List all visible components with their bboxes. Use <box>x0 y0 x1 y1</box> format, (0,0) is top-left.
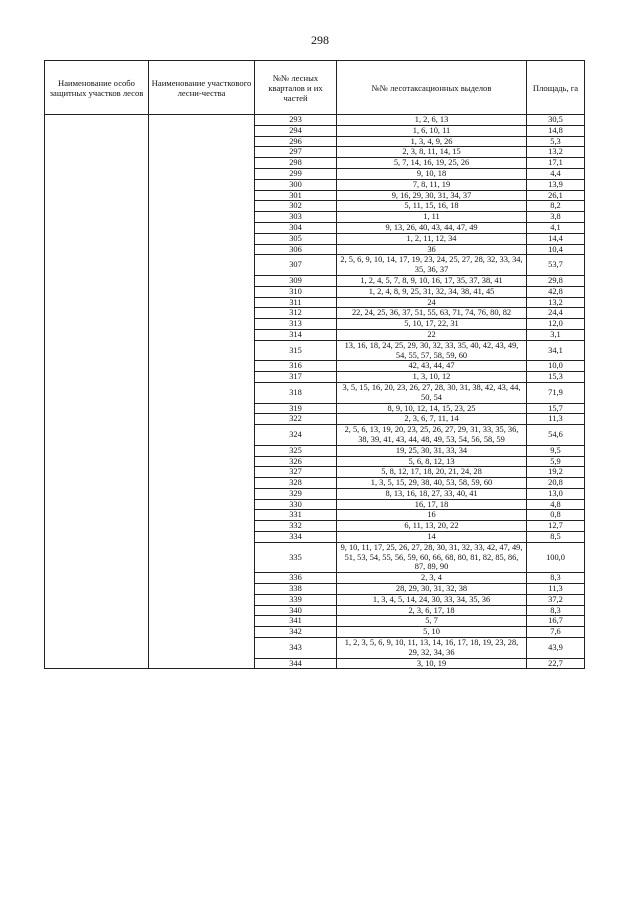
quarter-cell: 334 <box>255 532 337 543</box>
allotments-cell: 3, 5, 15, 16, 20, 23, 26, 27, 28, 30, 31, 38, 42, 43, 44, 50, 54 <box>337 382 527 403</box>
allotments-cell: 36 <box>337 244 527 255</box>
allotments-cell: 22, 24, 25, 36, 37, 51, 55, 63, 71, 74, 76, 80, 82 <box>337 308 527 319</box>
allotments-cell: 2, 5, 6, 9, 10, 14, 17, 19, 23, 24, 25, 27, 28, 32, 33, 34, 35, 36, 37 <box>337 255 527 276</box>
area-cell: 15,7 <box>527 403 585 414</box>
area-cell: 13,2 <box>527 147 585 158</box>
quarter-cell: 327 <box>255 467 337 478</box>
quarter-cell: 304 <box>255 222 337 233</box>
quarter-cell: 335 <box>255 542 337 572</box>
area-cell: 24,4 <box>527 308 585 319</box>
quarter-cell: 336 <box>255 573 337 584</box>
quarter-cell: 301 <box>255 190 337 201</box>
allotments-cell: 9, 10, 11, 17, 25, 26, 27, 28, 30, 31, 32, 33, 42, 47, 49, 51, 53, 54, 55, 56, 59, 60, 66, 68, 80, 81, 82, 85, 86, 87, 89, 90 <box>337 542 527 572</box>
quarter-cell: 339 <box>255 594 337 605</box>
area-cell: 16,7 <box>527 616 585 627</box>
table-body <box>45 115 585 669</box>
quarter-cell: 296 <box>255 136 337 147</box>
allotments-cell: 1, 2, 6, 13 <box>337 115 527 126</box>
allotments-cell: 9, 10, 18 <box>337 168 527 179</box>
allotments-cell: 19, 25, 30, 31, 33, 34 <box>337 445 527 456</box>
area-cell: 26,1 <box>527 190 585 201</box>
allotments-cell: 2, 5, 6, 13, 19, 20, 23, 25, 26, 27, 29, 31, 33, 35, 36, 38, 39, 41, 43, 44, 48, 49, 53, 54, 56, 58, 59 <box>337 425 527 446</box>
header-protected-areas: Наименование особо защитных участков лесов <box>45 61 149 115</box>
allotments-cell: 1, 11 <box>337 212 527 223</box>
allotments-cell: 28, 29, 30, 31, 32, 38 <box>337 584 527 595</box>
allotments-cell: 1, 6, 10, 11 <box>337 125 527 136</box>
area-cell: 8,3 <box>527 573 585 584</box>
quarter-cell: 329 <box>255 488 337 499</box>
allotments-cell: 1, 2, 11, 12, 34 <box>337 233 527 244</box>
area-cell: 13,9 <box>527 179 585 190</box>
area-cell: 100,0 <box>527 542 585 572</box>
forest-plots-table <box>44 60 585 669</box>
header-area: Площадь, га <box>527 61 585 115</box>
quarter-cell: 342 <box>255 627 337 638</box>
area-cell: 10,0 <box>527 361 585 372</box>
allotments-cell: 8, 13, 16, 18, 27, 33, 40, 41 <box>337 488 527 499</box>
allotments-cell: 13, 16, 18, 24, 25, 29, 30, 32, 33, 35, 40, 42, 43, 49, 54, 55, 57, 58, 59, 60 <box>337 340 527 361</box>
area-cell: 22,7 <box>527 658 585 669</box>
header-quarters: №№ лесных кварталов и их частей <box>255 61 337 115</box>
area-cell: 8,2 <box>527 201 585 212</box>
area-cell: 11,3 <box>527 584 585 595</box>
quarter-cell: 297 <box>255 147 337 158</box>
allotments-cell: 5, 10, 17, 22, 31 <box>337 319 527 330</box>
header-allotments: №№ лесотаксационных выделов <box>337 61 527 115</box>
protected-area-cell <box>45 115 149 669</box>
quarter-cell: 313 <box>255 319 337 330</box>
allotments-cell: 9, 16, 29, 30, 31, 34, 37 <box>337 190 527 201</box>
forestry-district-cell <box>149 115 255 669</box>
quarter-cell: 302 <box>255 201 337 212</box>
allotments-cell: 5, 10 <box>337 627 527 638</box>
allotments-cell: 22 <box>337 329 527 340</box>
allotments-cell: 5, 11, 15, 16, 18 <box>337 201 527 212</box>
quarter-cell: 314 <box>255 329 337 340</box>
allotments-cell: 2, 3, 4 <box>337 573 527 584</box>
quarter-cell: 331 <box>255 510 337 521</box>
quarter-cell: 332 <box>255 521 337 532</box>
quarter-cell: 303 <box>255 212 337 223</box>
quarter-cell: 315 <box>255 340 337 361</box>
quarter-cell: 316 <box>255 361 337 372</box>
allotments-cell: 16 <box>337 510 527 521</box>
quarter-cell: 341 <box>255 616 337 627</box>
area-cell: 43,9 <box>527 638 585 659</box>
allotments-cell: 8, 9, 10, 12, 14, 15, 23, 25 <box>337 403 527 414</box>
area-cell: 29,8 <box>527 275 585 286</box>
quarter-cell: 294 <box>255 125 337 136</box>
quarter-cell: 306 <box>255 244 337 255</box>
allotments-cell: 5, 6, 8, 12, 13 <box>337 456 527 467</box>
area-cell: 20,8 <box>527 478 585 489</box>
area-cell: 4,4 <box>527 168 585 179</box>
area-cell: 9,5 <box>527 445 585 456</box>
quarter-cell: 344 <box>255 658 337 669</box>
area-cell: 34,1 <box>527 340 585 361</box>
area-cell: 8,3 <box>527 605 585 616</box>
quarter-cell: 322 <box>255 414 337 425</box>
area-cell: 15,3 <box>527 372 585 383</box>
area-cell: 4,1 <box>527 222 585 233</box>
allotments-cell: 42, 43, 44, 47 <box>337 361 527 372</box>
allotments-cell: 14 <box>337 532 527 543</box>
area-cell: 8,5 <box>527 532 585 543</box>
area-cell: 54,6 <box>527 425 585 446</box>
quarter-cell: 324 <box>255 425 337 446</box>
quarter-cell: 293 <box>255 115 337 126</box>
allotments-cell: 9, 13, 26, 40, 43, 44, 47, 49 <box>337 222 527 233</box>
quarter-cell: 311 <box>255 297 337 308</box>
allotments-cell: 16, 17, 18 <box>337 499 527 510</box>
quarter-cell: 312 <box>255 308 337 319</box>
table-row <box>45 115 585 126</box>
area-cell: 17,1 <box>527 158 585 169</box>
area-cell: 7,6 <box>527 627 585 638</box>
quarter-cell: 317 <box>255 372 337 383</box>
table-header-row <box>45 61 585 115</box>
quarter-cell: 310 <box>255 286 337 297</box>
allotments-cell: 1, 2, 3, 5, 6, 9, 10, 11, 13, 14, 16, 17, 18, 19, 23, 28, 29, 32, 34, 36 <box>337 638 527 659</box>
allotments-cell: 6, 11, 13, 20, 22 <box>337 521 527 532</box>
area-cell: 53,7 <box>527 255 585 276</box>
area-cell: 42,8 <box>527 286 585 297</box>
quarter-cell: 300 <box>255 179 337 190</box>
allotments-cell: 1, 3, 4, 5, 14, 24, 30, 33, 34, 35, 36 <box>337 594 527 605</box>
area-cell: 0,8 <box>527 510 585 521</box>
area-cell: 71,9 <box>527 382 585 403</box>
allotments-cell: 1, 3, 5, 15, 29, 38, 40, 53, 58, 59, 60 <box>337 478 527 489</box>
allotments-cell: 5, 7 <box>337 616 527 627</box>
area-cell: 5,3 <box>527 136 585 147</box>
allotments-cell: 2, 3, 6, 17, 18 <box>337 605 527 616</box>
area-cell: 4,8 <box>527 499 585 510</box>
area-cell: 14,4 <box>527 233 585 244</box>
quarter-cell: 305 <box>255 233 337 244</box>
allotments-cell: 2, 3, 8, 11, 14, 15 <box>337 147 527 158</box>
page-number: 298 <box>311 33 329 47</box>
allotments-cell: 3, 10, 19 <box>337 658 527 669</box>
quarter-cell: 309 <box>255 275 337 286</box>
header-forestry-district: Наименование участкового лесни-чества <box>149 61 255 115</box>
quarter-cell: 319 <box>255 403 337 414</box>
area-cell: 10,4 <box>527 244 585 255</box>
area-cell: 11,3 <box>527 414 585 425</box>
quarter-cell: 298 <box>255 158 337 169</box>
allotments-cell: 1, 2, 4, 8, 9, 25, 31, 32, 34, 38, 41, 45 <box>337 286 527 297</box>
area-cell: 37,2 <box>527 594 585 605</box>
quarter-cell: 325 <box>255 445 337 456</box>
quarter-cell: 330 <box>255 499 337 510</box>
area-cell: 12,7 <box>527 521 585 532</box>
quarter-cell: 299 <box>255 168 337 179</box>
allotments-cell: 2, 3, 6, 7, 11, 14 <box>337 414 527 425</box>
area-cell: 5,9 <box>527 456 585 467</box>
quarter-cell: 340 <box>255 605 337 616</box>
allotments-cell: 5, 7, 14, 16, 19, 25, 26 <box>337 158 527 169</box>
quarter-cell: 326 <box>255 456 337 467</box>
quarter-cell: 318 <box>255 382 337 403</box>
allotments-cell: 1, 3, 4, 9, 26 <box>337 136 527 147</box>
area-cell: 19,2 <box>527 467 585 478</box>
area-cell: 13,2 <box>527 297 585 308</box>
allotments-cell: 1, 3, 10, 12 <box>337 372 527 383</box>
area-cell: 30,5 <box>527 115 585 126</box>
area-cell: 14,8 <box>527 125 585 136</box>
area-cell: 13,0 <box>527 488 585 499</box>
quarter-cell: 307 <box>255 255 337 276</box>
allotments-cell: 5, 8, 12, 17, 18, 20, 21, 24, 28 <box>337 467 527 478</box>
quarter-cell: 338 <box>255 584 337 595</box>
allotments-cell: 24 <box>337 297 527 308</box>
area-cell: 12,0 <box>527 319 585 330</box>
quarter-cell: 343 <box>255 638 337 659</box>
allotments-cell: 1, 2, 4, 5, 7, 8, 9, 10, 16, 17, 35, 37, 38, 41 <box>337 275 527 286</box>
allotments-cell: 7, 8, 11, 19 <box>337 179 527 190</box>
area-cell: 3,8 <box>527 212 585 223</box>
area-cell: 3,1 <box>527 329 585 340</box>
quarter-cell: 328 <box>255 478 337 489</box>
